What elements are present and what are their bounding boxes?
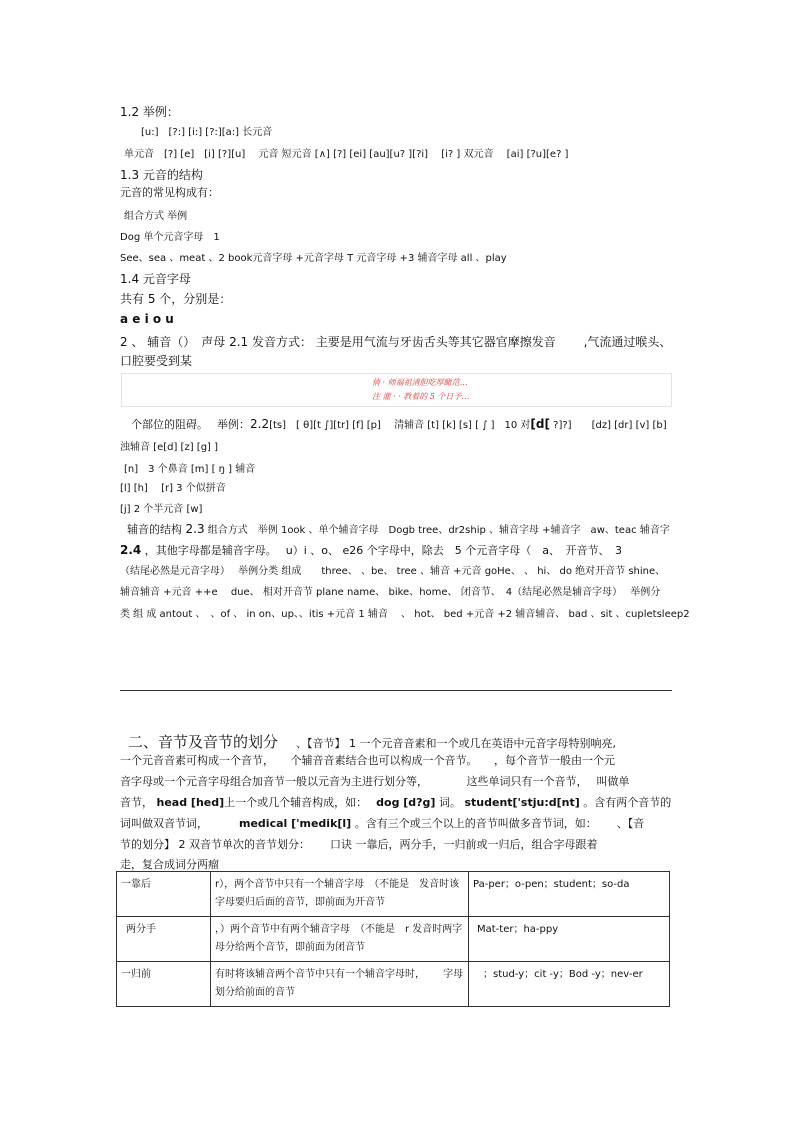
line3-number: 2.2 — [250, 417, 270, 431]
p4-text-a: 音节， — [120, 796, 157, 809]
consonant-line-6: [l] [h] [r] 3 个似拼音 — [120, 483, 226, 494]
section2-title: 二、音节及音节的划分 — [128, 733, 279, 751]
letters-number: 2.4 — [120, 543, 142, 557]
section2-p5 — [120, 815, 644, 831]
heading-1-2: 1.2 举例： — [120, 105, 179, 119]
see-line: See、sea 、meat 、2 book元音字母 +元音字母 T 元音字母 +3 辅音字母 all 、play — [120, 253, 507, 264]
consonant-line-1: 2 、 辅音（） 声母 2.1 发音方式： 主要是用气流与牙齿舌头等其它器官摩擦发音 ,气流通过喉头、 — [120, 335, 672, 349]
table-row — [117, 962, 670, 1007]
consonant-line-4: 浊辅音 [e[d] [z] [g] ] — [120, 442, 219, 453]
letters-line-3: 辅音辅音 +元音 ++e due、 相对开音节 plane name、 bike、home、 闭音节、 4（结尾必然是辅音字母） 举例分 — [120, 587, 661, 598]
section2-p2: 一个元音音素可构成一个音节， 个辅音音素结合也可以构成一个音节。 ，每个音节一般由一个元 — [120, 754, 615, 767]
heading-1-3: 1.3 元音的结构 — [120, 168, 203, 182]
consonant-line-2: 口腔要受到某 — [120, 354, 193, 368]
consonant-line-7: [j] 2 个半元音 [w] — [120, 504, 203, 515]
p4-dog: dog [d?g] — [376, 796, 436, 809]
p4-text-e: 词。 — [435, 796, 465, 809]
heading-1-4: 1.4 元音字母 — [120, 272, 191, 286]
letters-text-b: ，其他字母都是辅音字母。 u）i 、o、 e26 个字母中，除去 5 个元音字母（ a、 开音节、 3 — [141, 544, 623, 557]
note-line-2: 注 灌 · · 教着的 5 个日予… — [372, 392, 470, 401]
section2-p1: 、【音节】 1 一个元音音素和一个或几在英语中元音字母特别响亮, — [296, 737, 617, 750]
consonant-structure-line — [127, 521, 670, 537]
rule-cell: 两分手 — [117, 917, 211, 962]
p5-text-c: 。含有三个或三个以上的音节叫做多音节词，如： 、【音 — [351, 817, 645, 830]
table-row — [117, 917, 670, 962]
p4-text-c: 上一个或几个辅音构成，如： — [224, 796, 377, 809]
struct-text-a: 辅音的结构 — [127, 523, 186, 536]
consonant-line-5: [n] 3 个鼻音 [m] [ ŋ ] 辅音 — [124, 464, 256, 475]
handwritten-note-box — [121, 373, 672, 407]
p4-head: head [hed] — [156, 796, 225, 809]
five-count: 共有 5 个，分别是： — [120, 292, 232, 306]
consonant-line-3 — [131, 416, 667, 432]
example-cell: Pa-per；o-pen；student；so-da — [469, 872, 670, 917]
section2-p7: 走，复合成词分两瘤 — [120, 858, 219, 871]
vowel-letters: a e i o u — [120, 312, 174, 326]
line3-text-a: 个部位的阻碍。 举例： — [131, 418, 250, 431]
note-line-1: 倩 · 师福祖清胆吃厚瞰范… — [372, 378, 468, 387]
section2-p3: 音字母或一个元音字母组合加音节一般以元音为主进行划分等， 这些单词只有一个音节， 叫做单 — [120, 775, 630, 788]
desc-cell: 有时将该辅音两个音节中只有一个辅音字母时， 字母划分给前面的音节 — [211, 962, 469, 1007]
rule-cell: 一靠后 — [117, 872, 211, 917]
composition-intro: 元音的常见构成有： — [120, 186, 219, 199]
struct-number: 2.3 — [185, 522, 205, 536]
section2-heading-line — [128, 731, 616, 752]
line3-text-d: [d[ — [530, 417, 550, 431]
example-cell: Mat-ter；ha-ppy — [469, 917, 670, 962]
struct-text-c: 组合方式 举例 1ook 、单个辅音字母 Dogb tree、dr2ship 、辅音字母 +辅音字 aw、teac 辅音字 — [204, 525, 670, 536]
table-row — [117, 872, 670, 917]
monophthongs-line: 单元音 [?] [e] [i] [?][u] 元音 短元音 [∧] [?] [ei] [au][u? ][?i] [i? ] 双元音 [ai] [?u][e? ] — [124, 149, 569, 160]
section2-p6: 节的划分】 2 双音节单次的音节划分： 口诀 一靠后，两分手，一归前或一归后，组合字母跟着 — [120, 838, 598, 851]
divider-line — [120, 690, 672, 691]
dog-line: Dog 单个元音字母 1 — [120, 232, 220, 243]
letters-line-1 — [120, 542, 622, 558]
combo-header: 组合方式 举例 — [124, 211, 188, 222]
example-cell: ；stud-y；cit -y；Bod -y；nev-er — [469, 962, 670, 1007]
desc-cell: ，）两个音节中有两个辅音字母 （不能是 r 发音时两字母分给两个音节，即前面为闭音节 — [211, 917, 469, 962]
section2-p4 — [120, 794, 671, 810]
line3-text-c: [ts] [ θ][t ∫][tr] [f] [p] 清辅音 [t] [k] [s] [ ∫ ] 10 对 — [269, 420, 531, 431]
p5-medical: medical ['medik[l] — [239, 817, 352, 830]
p4-student: student['stju:d[nt] — [464, 796, 580, 809]
desc-cell: r），两个音节中只有一个辅音字母 （不能是 发音时该字母要归后面的音节，即前面为开音节 — [211, 872, 469, 917]
line3-text-e: ?]?] [dz] [dr] [v] [b] — [549, 420, 667, 431]
p5-text-a: 词叫做双音节词， — [120, 817, 239, 830]
long-vowels-line: [u:] [?:] [i:] [?:][a:] 长元音 — [141, 127, 273, 138]
letters-line-4: 类 组 成 antout 、 、of 、 in on、up、、itis +元音 1 辅音 、 hot、 bed +元音 +2 辅音辅音、 bad 、sit 、cupletsleep2 — [120, 609, 690, 620]
syllable-rules-table — [116, 871, 670, 1007]
p4-text-g: 。含有两个音节的 — [579, 796, 672, 809]
rule-cell: 一归前 — [117, 962, 211, 1007]
letters-line-2: （结尾必然是元音字母） 举例分类 组成 three、 、be、 tree 、辅音 +元音 goHe、 、 hi、 do 绝对开音节 shine、 — [120, 566, 666, 577]
